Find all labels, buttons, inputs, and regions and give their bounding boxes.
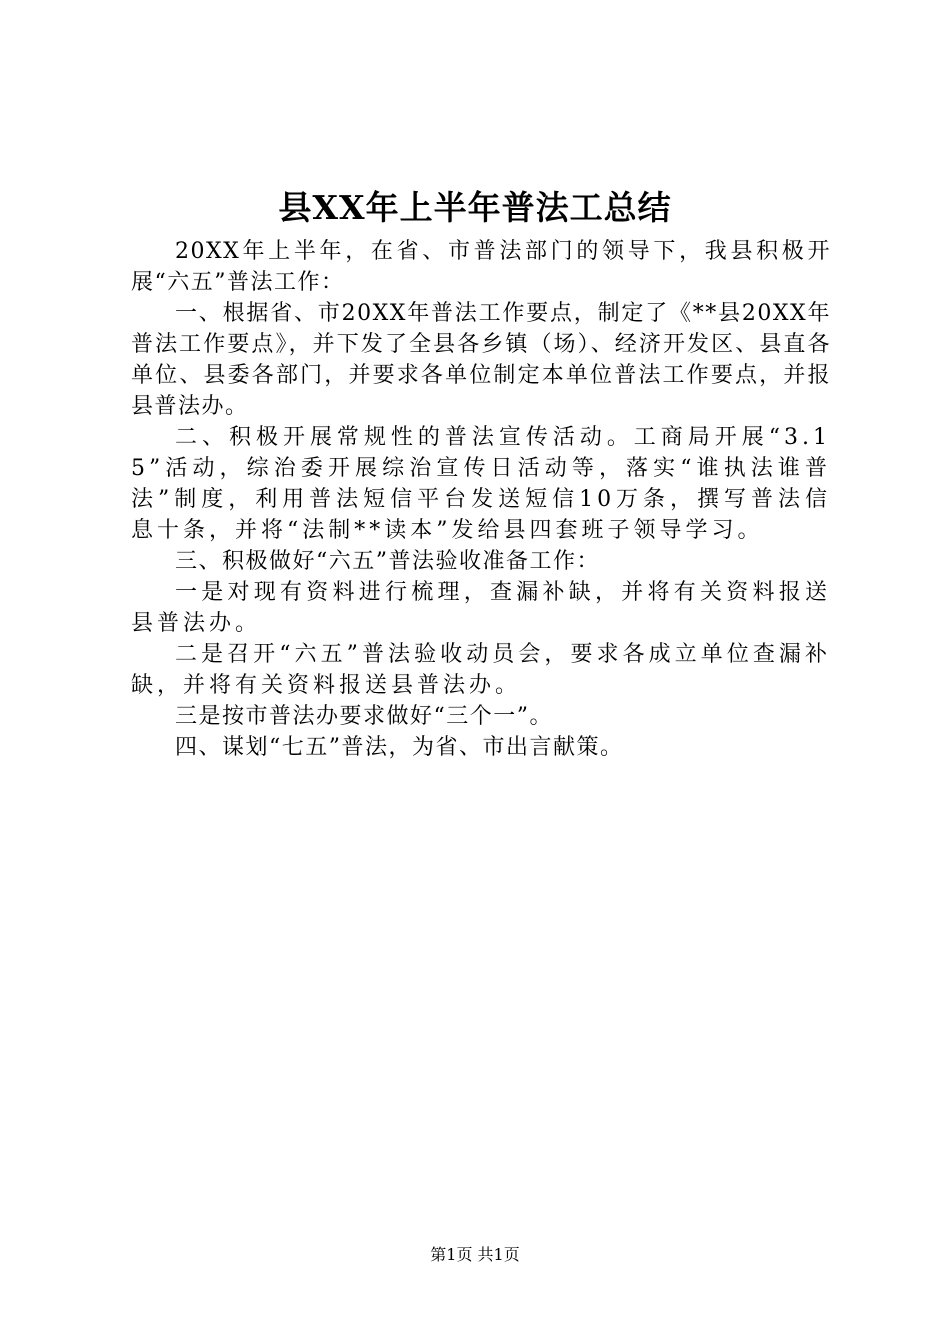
paragraph-section-2: 二、积极开展常规性的普法宣传活动。工商局开展“3.15”活动，综治委开展综治宣传日活动等，落实“谁执法谁普法”制度，利用普法短信平台发送短信10万条，撰写普法信息十条，并将“法制**读本”发给县四套班子领导学习。 <box>131 425 831 543</box>
paragraph-item-2: 二是召开“六五”普法验收动员会，要求各成立单位查漏补缺，并将有关资料报送县普法办。 <box>131 642 831 698</box>
paragraph-intro: 20XX年上半年，在省、市普法部门的领导下，我县积极开展“六五”普法工作： <box>131 239 831 295</box>
document-title: 县XX年上半年普法工总结 <box>278 188 672 227</box>
page-footer: 第1页 共1页 <box>430 1245 520 1264</box>
paragraph-item-1: 一是对现有资料进行梳理，查漏补缺，并将有关资料报送县普法办。 <box>131 580 831 636</box>
paragraph-section-4: 四、谋划“七五”普法，为省、市出言献策。 <box>175 735 624 760</box>
paragraph-item-3: 三是按市普法办要求做好“三个一”。 <box>175 704 553 729</box>
paragraph-section-1: 一、根据省、市20XX年普法工作要点，制定了《**县20XX年普法工作要点》，并下发了全县各乡镇（场）、经济开发区、县直各单位、县委各部门，并要求各单位制定本单位普法工作要点，并报县普法办。 <box>131 301 831 419</box>
paragraph-section-3: 三、积极做好“六五”普法验收准备工作： <box>175 549 600 574</box>
document-body <box>131 236 831 763</box>
